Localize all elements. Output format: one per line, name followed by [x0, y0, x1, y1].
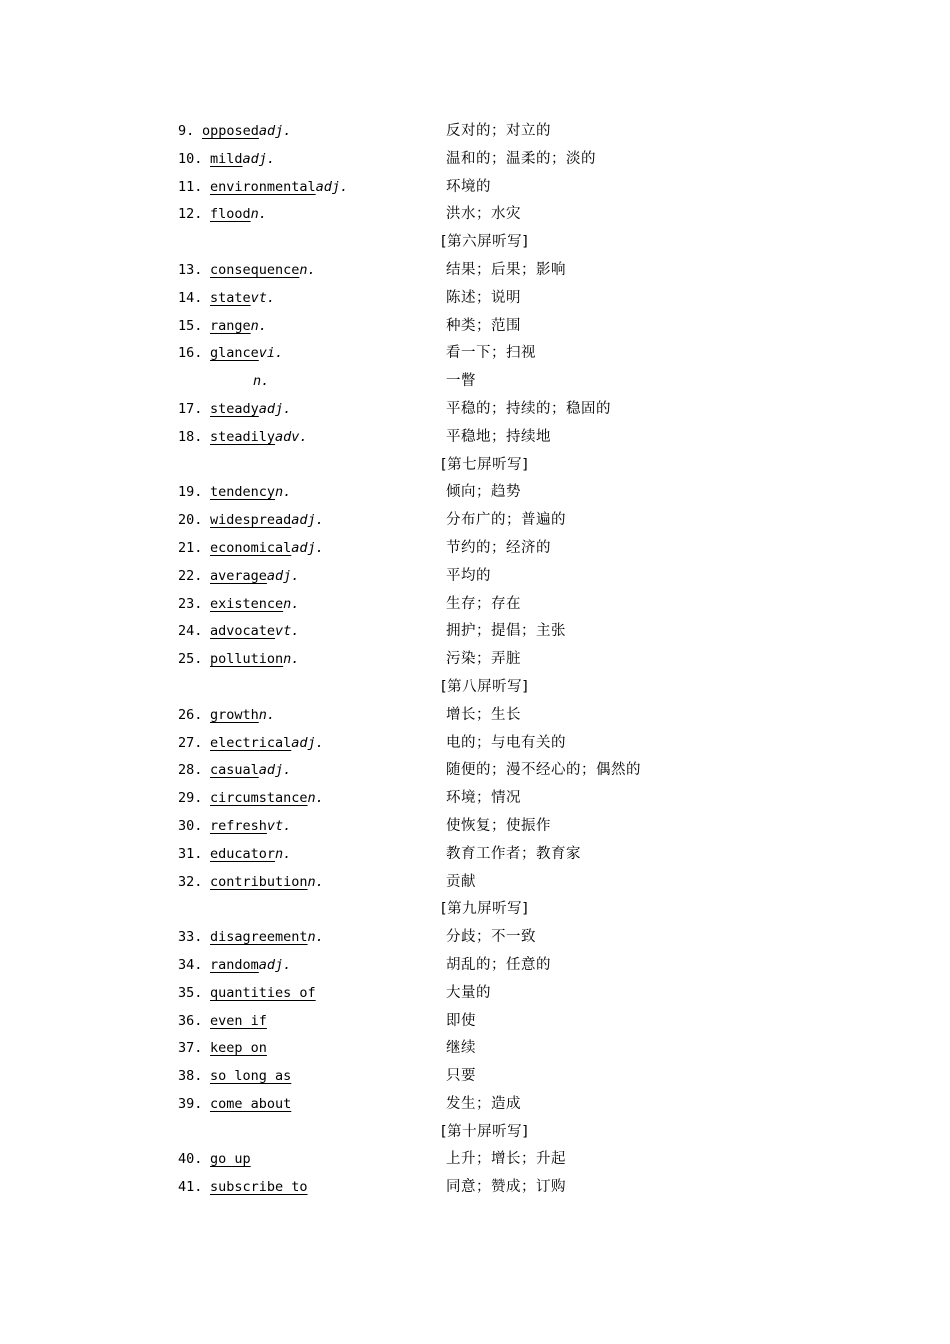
- section-header-row: [0, 1119, 950, 1147]
- vocabulary-list: [0, 118, 950, 1202]
- vocab-number: 30.: [178, 817, 203, 834]
- vocab-number: 31.: [178, 845, 203, 862]
- vocab-word: [210, 257, 316, 285]
- section-header: [第九屏听写]: [441, 901, 529, 918]
- part-of-speech: adj.: [266, 567, 300, 584]
- vocab-word: [210, 1063, 291, 1091]
- part-of-speech: adj.: [258, 956, 292, 973]
- chinese-meaning: 平稳的；持续的；稳固的: [446, 400, 611, 417]
- vocab-row: [0, 1063, 950, 1091]
- vocab-term: growth: [210, 706, 259, 723]
- vocab-number: 9.: [178, 123, 195, 139]
- vocab-number: 17.: [178, 400, 203, 417]
- vocab-term: state: [210, 289, 251, 306]
- vocab-number: 18.: [178, 428, 203, 445]
- vocab-term: casual: [210, 762, 259, 779]
- vocab-word: [210, 591, 299, 619]
- vocab-word: [210, 285, 275, 313]
- vocab-word: [210, 563, 299, 591]
- chinese-meaning: 使恢复；使振作: [446, 817, 551, 834]
- part-of-speech: adj.: [315, 178, 349, 195]
- vocab-word: [210, 785, 324, 813]
- vocab-number: 40.: [178, 1151, 203, 1168]
- vocab-term: glance: [210, 345, 259, 362]
- vocab-term: come about: [210, 1095, 292, 1112]
- vocab-term: environmental: [210, 178, 316, 195]
- vocab-number: 20.: [178, 512, 203, 529]
- part-of-speech: n.: [307, 929, 324, 946]
- vocab-row: [0, 313, 950, 341]
- vocab-term: quantities of: [210, 984, 316, 1001]
- vocab-row: [0, 1035, 950, 1063]
- vocab-term: steady: [210, 400, 259, 417]
- vocab-word: [210, 146, 275, 174]
- part-of-speech: adj.: [291, 539, 324, 556]
- chinese-meaning: 分布广的；普遍的: [446, 512, 566, 529]
- section-header: [第六屏听写]: [441, 234, 529, 251]
- vocab-row: [0, 730, 950, 758]
- section-header-row: [0, 229, 950, 257]
- chinese-meaning: 看一下；扫视: [446, 345, 536, 362]
- vocab-row: [0, 1174, 950, 1202]
- part-of-speech: n.: [250, 206, 267, 223]
- vocab-number: 29.: [178, 790, 203, 807]
- vocab-row: [0, 201, 950, 229]
- vocab-row: [0, 1008, 950, 1036]
- section-header-row: [0, 452, 950, 480]
- vocab-number: 37.: [178, 1040, 203, 1057]
- chinese-meaning: 拥护；提倡；主张: [446, 623, 566, 640]
- chinese-meaning: 温和的；温柔的；淡的: [446, 150, 596, 167]
- part-of-speech: n.: [258, 706, 276, 723]
- vocab-word: [210, 841, 291, 869]
- part-of-speech: adj.: [258, 123, 292, 139]
- vocab-word: [253, 368, 269, 396]
- vocab-row: [0, 924, 950, 952]
- part-of-speech: n.: [283, 595, 300, 612]
- section-header: [第八屏听写]: [441, 678, 529, 695]
- vocab-word: [210, 702, 275, 730]
- section-header: [第七屏听写]: [441, 456, 529, 473]
- vocab-row: [0, 757, 950, 785]
- vocab-term: flood: [210, 206, 251, 223]
- vocab-row: [0, 340, 950, 368]
- vocab-word: [210, 340, 283, 368]
- vocab-row: [0, 285, 950, 313]
- chinese-meaning: 反对的；对立的: [446, 123, 551, 139]
- vocab-term: educator: [210, 845, 276, 862]
- vocab-number: 36.: [178, 1012, 203, 1029]
- vocab-number: 26.: [178, 706, 203, 723]
- vocab-row: [0, 118, 950, 146]
- vocab-word: [210, 952, 291, 980]
- vocab-word: [210, 980, 316, 1008]
- part-of-speech: adj.: [291, 734, 324, 751]
- vocab-term: mild: [210, 150, 243, 167]
- vocab-number: 15.: [178, 317, 203, 334]
- vocab-term: circumstance: [210, 790, 308, 807]
- vocab-row: [0, 785, 950, 813]
- vocab-term: average: [210, 567, 267, 584]
- vocab-number: 23.: [178, 595, 203, 612]
- vocab-row: [0, 479, 950, 507]
- vocab-row: [0, 841, 950, 869]
- chinese-meaning: 增长；生长: [446, 706, 521, 723]
- vocab-row: [0, 424, 950, 452]
- vocab-row: [0, 507, 950, 535]
- chinese-meaning: 平均的: [446, 567, 491, 584]
- part-of-speech: adj.: [258, 400, 292, 417]
- chinese-meaning: 电的；与电有关的: [446, 734, 566, 751]
- vocab-term: pollution: [210, 651, 284, 668]
- chinese-meaning: 发生；造成: [446, 1095, 521, 1112]
- vocab-number: 39.: [178, 1095, 203, 1112]
- vocab-term: economical: [210, 539, 292, 556]
- part-of-speech: vi.: [258, 345, 284, 362]
- vocab-term: range: [210, 317, 251, 334]
- vocab-word: [210, 424, 308, 452]
- vocab-term: disagreement: [210, 929, 308, 946]
- part-of-speech: vt.: [266, 817, 292, 834]
- vocab-word: [210, 924, 324, 952]
- chinese-meaning: 同意；赞成；订购: [446, 1179, 566, 1196]
- part-of-speech: vt.: [275, 623, 300, 640]
- chinese-meaning: 生存；存在: [446, 595, 521, 612]
- chinese-meaning: 大量的: [446, 984, 491, 1001]
- chinese-meaning: 平稳地；持续地: [446, 428, 551, 445]
- vocab-word: [210, 1174, 308, 1202]
- vocab-row: [0, 813, 950, 841]
- vocab-row: [0, 535, 950, 563]
- vocab-row: [0, 563, 950, 591]
- vocab-row: [0, 618, 950, 646]
- vocab-word: [210, 757, 291, 785]
- vocab-word: [210, 535, 324, 563]
- vocab-word: [202, 118, 291, 146]
- vocab-word: [210, 174, 348, 202]
- chinese-meaning: 教育工作者；教育家: [446, 845, 581, 862]
- vocab-word: [210, 869, 324, 897]
- chinese-meaning: 污染；弄脏: [446, 651, 521, 668]
- vocab-term: advocate: [210, 623, 276, 640]
- part-of-speech: vt.: [250, 289, 276, 306]
- vocab-term: so long as: [210, 1068, 292, 1085]
- vocab-number: 41.: [178, 1179, 203, 1196]
- vocab-term: widespread: [210, 512, 292, 529]
- vocab-number: 25.: [178, 651, 203, 668]
- chinese-meaning: 继续: [446, 1040, 476, 1057]
- part-of-speech: adj.: [291, 512, 324, 529]
- vocab-number: 19.: [178, 484, 203, 501]
- chinese-meaning: 随便的；漫不经心的；偶然的: [446, 762, 641, 779]
- vocab-term: steadily: [210, 428, 276, 445]
- chinese-meaning: 结果；后果；影响: [446, 261, 566, 278]
- vocab-term: go up: [210, 1151, 251, 1168]
- vocab-term: subscribe to: [210, 1179, 308, 1196]
- vocab-row: [0, 869, 950, 897]
- vocab-word: [210, 813, 291, 841]
- vocab-term: contribution: [210, 873, 308, 890]
- vocab-number: 28.: [178, 762, 203, 779]
- vocab-row: [0, 591, 950, 619]
- chinese-meaning: 只要: [446, 1068, 476, 1085]
- vocab-row: [0, 1146, 950, 1174]
- part-of-speech: n.: [307, 873, 324, 890]
- vocab-number: 24.: [178, 623, 203, 640]
- chinese-meaning: 种类；范围: [446, 317, 521, 334]
- vocab-word: [210, 479, 291, 507]
- vocab-row: [0, 257, 950, 285]
- section-header: [第十屏听写]: [441, 1123, 529, 1140]
- vocab-number: 14.: [178, 289, 203, 306]
- vocab-word: [210, 618, 299, 646]
- vocab-number: 35.: [178, 984, 203, 1001]
- vocab-word: [210, 1091, 291, 1119]
- part-of-speech: adj.: [242, 150, 276, 167]
- vocab-word: [210, 1146, 251, 1174]
- vocab-number: 22.: [178, 567, 203, 584]
- vocab-row: [0, 146, 950, 174]
- vocab-term: electrical: [210, 734, 292, 751]
- chinese-meaning: 胡乱的；任意的: [446, 956, 551, 973]
- chinese-meaning: 一瞥: [446, 373, 476, 390]
- vocab-row: [0, 646, 950, 674]
- part-of-speech: adj.: [258, 762, 292, 779]
- part-of-speech: adv.: [275, 428, 308, 445]
- part-of-speech: n.: [250, 317, 267, 334]
- part-of-speech: n.: [275, 484, 292, 501]
- vocab-word: [210, 1008, 267, 1036]
- vocab-row: [0, 396, 950, 424]
- part-of-speech: n.: [307, 790, 324, 807]
- vocab-row: [0, 952, 950, 980]
- chinese-meaning: 节约的；经济的: [446, 539, 551, 556]
- chinese-meaning: 洪水；水灾: [446, 206, 521, 223]
- vocab-row: [0, 980, 950, 1008]
- vocab-word: [210, 646, 299, 674]
- chinese-meaning: 贡献: [446, 873, 476, 890]
- vocab-term: existence: [210, 595, 284, 612]
- vocab-number: 13.: [178, 261, 203, 278]
- vocab-number: 38.: [178, 1068, 203, 1085]
- vocab-number: 21.: [178, 539, 203, 556]
- vocab-number: 27.: [178, 734, 203, 751]
- vocab-word: [210, 1035, 267, 1063]
- vocab-word: [210, 201, 267, 229]
- part-of-speech: n.: [283, 651, 300, 668]
- part-of-speech: n.: [299, 261, 316, 278]
- vocab-term: even if: [210, 1012, 267, 1029]
- vocab-number: 32.: [178, 873, 203, 890]
- section-header-row: [0, 674, 950, 702]
- vocab-term: tendency: [210, 484, 276, 501]
- vocab-number: 33.: [178, 929, 203, 946]
- vocab-row: [0, 174, 950, 202]
- chinese-meaning: 即使: [446, 1012, 476, 1029]
- vocab-term: keep on: [210, 1040, 267, 1057]
- vocab-term: consequence: [210, 261, 300, 278]
- chinese-meaning: 分歧；不一致: [446, 929, 536, 946]
- vocab-word: [210, 730, 324, 758]
- part-of-speech: n.: [275, 845, 292, 862]
- vocab-number: 12.: [178, 206, 203, 223]
- vocab-row: [0, 1091, 950, 1119]
- chinese-meaning: 上升；增长；升起: [446, 1151, 566, 1168]
- vocab-row: [0, 702, 950, 730]
- vocab-word: [210, 313, 267, 341]
- section-header-row: [0, 896, 950, 924]
- vocab-term: refresh: [210, 817, 267, 834]
- vocab-number: 10.: [178, 150, 203, 167]
- vocab-word: [210, 396, 291, 424]
- vocab-number: 16.: [178, 345, 203, 362]
- chinese-meaning: 环境；情况: [446, 790, 521, 807]
- chinese-meaning: 环境的: [446, 178, 491, 195]
- chinese-meaning: 陈述；说明: [446, 289, 521, 306]
- vocab-sub-row: [0, 368, 950, 396]
- part-of-speech: n.: [253, 373, 270, 390]
- vocab-term: opposed: [202, 123, 259, 139]
- vocab-word: [210, 507, 324, 535]
- vocab-term: random: [210, 956, 259, 973]
- vocab-number: 34.: [178, 956, 203, 973]
- chinese-meaning: 倾向；趋势: [446, 484, 521, 501]
- vocab-number: 11.: [178, 178, 203, 195]
